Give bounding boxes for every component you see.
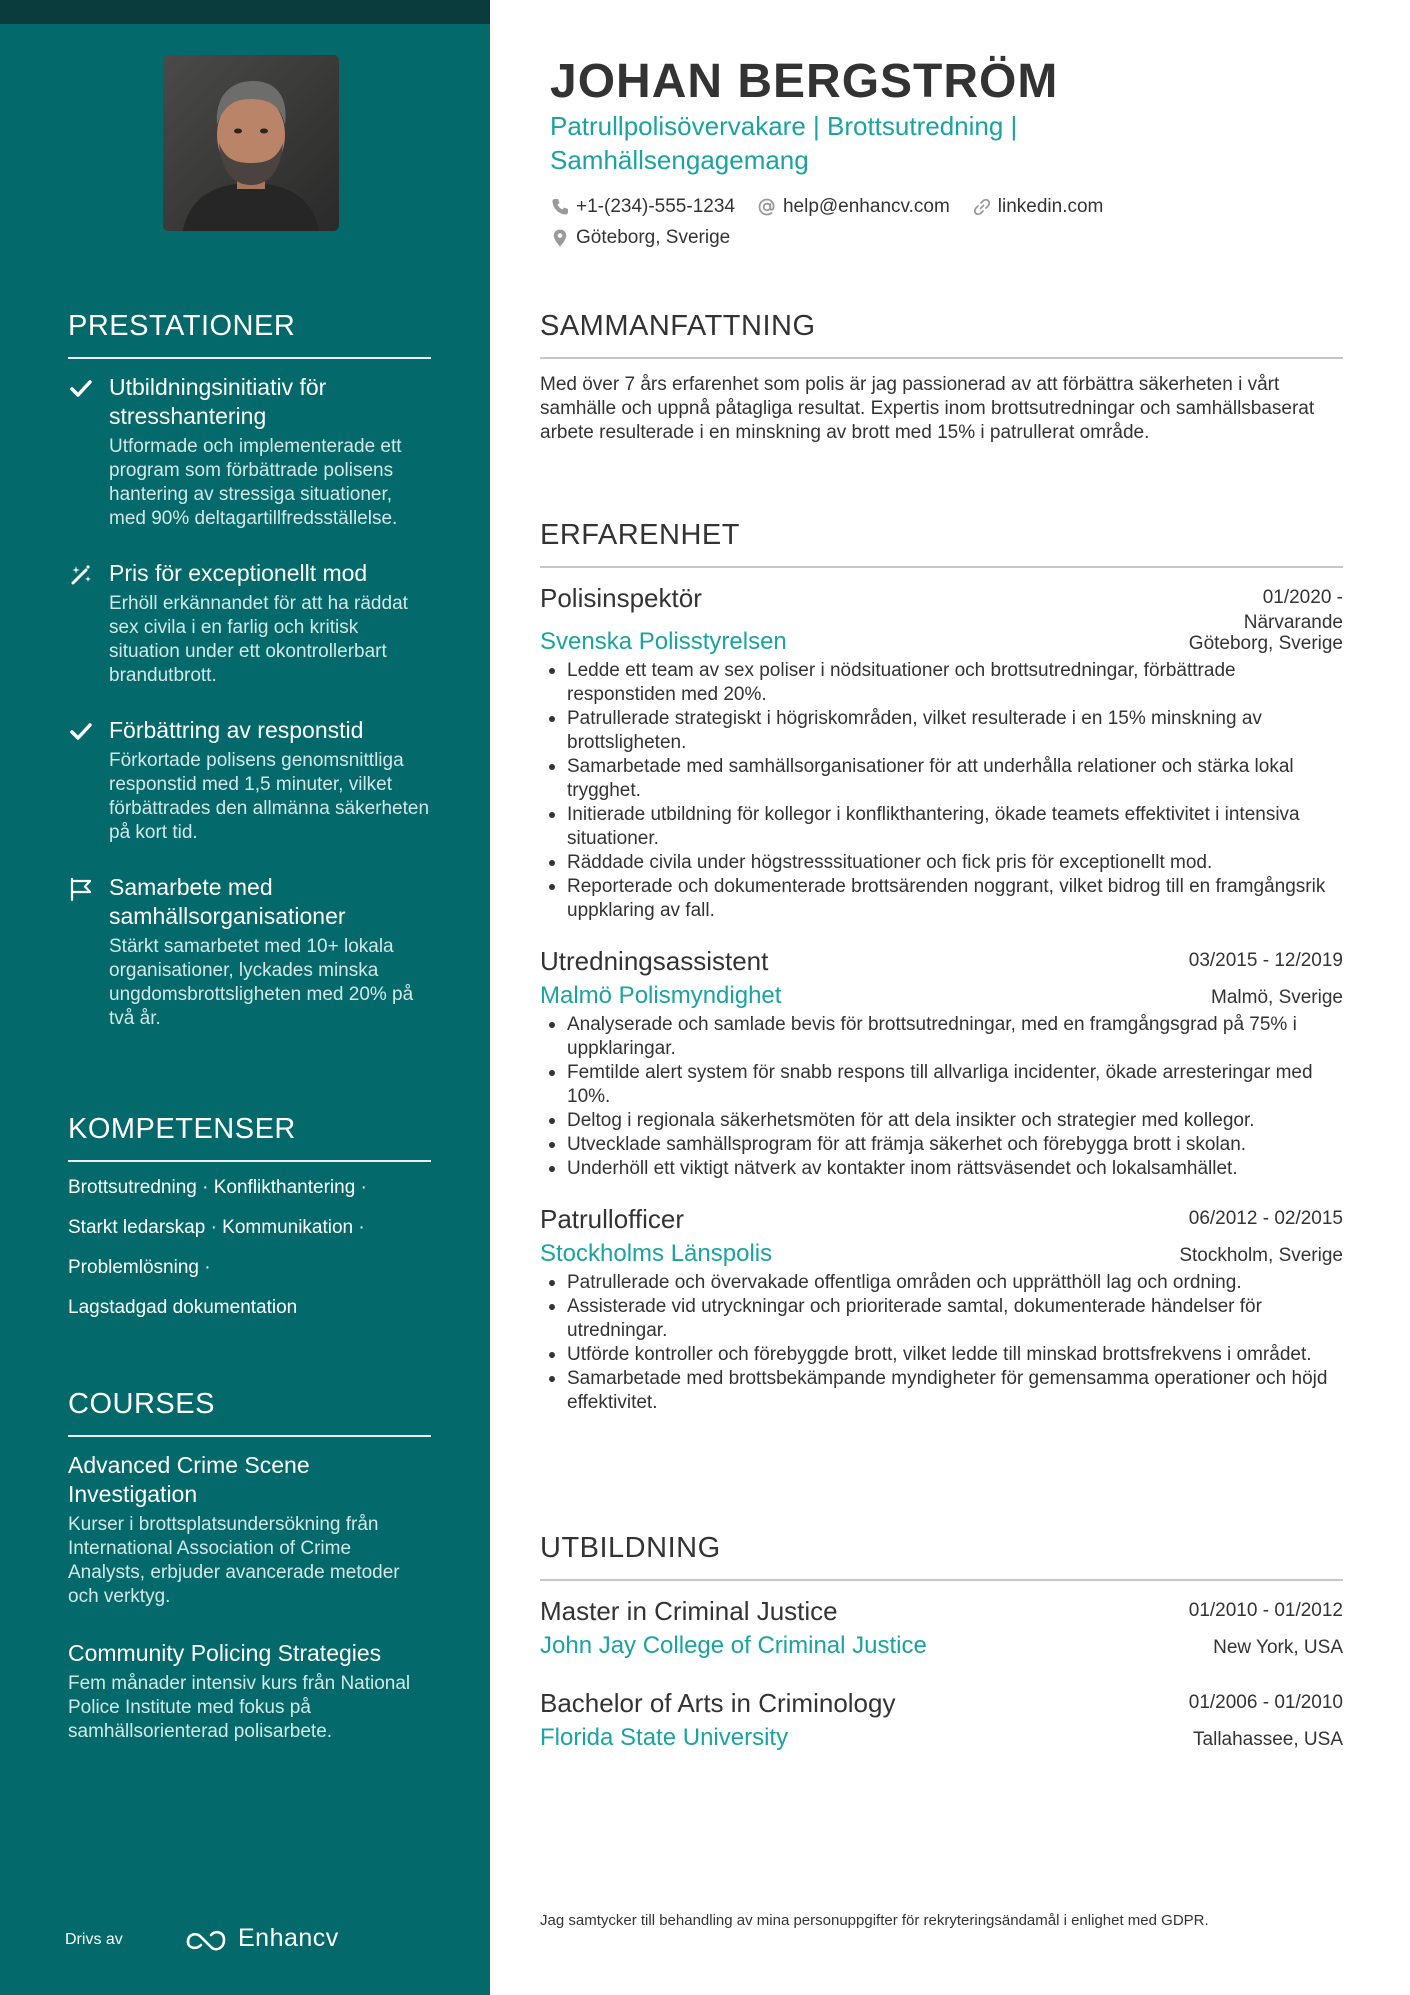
job-bullet: Samarbetade med brottsbekämpande myndigheter för gemensamma operationer och höjd effektivitet. [540,1367,1343,1415]
skill-row: Lagstadgad dokumentation [68,1297,298,1318]
achievement-description: Förkortade polisens genomsnittliga responstid med 1,5 minuter, vilket förbättrades den allmänna säkerheten på kort tid. [109,750,430,843]
job-entry [540,945,1343,1181]
education-date: 01/2010 - 01/2012 [1188,1600,1343,1621]
job-date-end: Närvarande [1243,612,1343,633]
enhancv-logo-text: Enhancv [238,1924,339,1952]
education-location: Tallahassee, USA [1193,1729,1343,1750]
job-subheader [540,627,1343,657]
main-content [540,0,1343,1995]
powered-by-label: Drivs av [65,1931,123,1948]
profile-photo-image [163,55,339,231]
enhancv-logo-icon [184,1926,228,1952]
job-entry [540,582,1343,923]
magic-wand-icon [68,562,94,588]
education-title: UTBILDNING [540,1532,1343,1581]
achievements-title: PRESTATIONER [68,310,431,359]
candidate-headline: Patrullpolisövervakare | Brottsutredning | Samhällsengagemang [550,111,1018,175]
sidebar-top-bar [0,0,490,24]
job-bullet: Utförde kontroller och förebyggde brott, vilket ledde till minskad brottsfrekvens i området. [540,1343,1343,1367]
job-location: Malmö, Sverige [1211,987,1343,1008]
candidate-name: JOHAN BERGSTRÖM [550,55,1059,108]
job-bullets [540,1013,1343,1181]
job-company: Malmö Polismyndighet [540,982,782,1009]
job-title: Polisinspektör [540,583,702,613]
job-header [540,1203,1343,1235]
job-subheader [540,981,1343,1011]
experience-title: ERFARENHET [540,519,1343,568]
job-header [540,945,1343,977]
course-item [68,1451,431,1609]
experience-section [540,519,1343,1415]
contact-location [550,227,730,249]
gdpr-consent: Jag samtycker till behandling av mina personuppgifter för rekryteringsändamål i enlighet med GDPR. [540,1912,1209,1929]
job-bullet: Initierade utbildning för kollegor i konflikthantering, ökade teamets effektivitet i intensiva situationer. [540,803,1343,851]
contact-row [550,193,1250,221]
skills-title: KOMPETENSER [68,1113,431,1162]
skills-section [68,1113,431,1336]
job-location: Göteborg, Sverige [1188,633,1343,654]
achievement-title: Förbättring av responstid [109,717,364,743]
skills-list [68,1176,431,1320]
job-bullet: Samarbetade med samhällsorganisationer för att underhålla relationer och stärka lokal trygghet. [540,755,1343,803]
job-date: 03/2015 - 12/2019 [1188,950,1343,971]
achievement-description: Stärkt samarbetet med 10+ lokala organisationer, lyckades minska ungdomsbrottsligheten med 20% på två år. [109,936,414,1029]
job-bullet: Ledde ett team av sex poliser i nödsituationer och brottsutredningar, förbättrade responstiden med 20%. [540,659,1343,707]
achievement-item [68,559,431,688]
job-entry [540,1203,1343,1415]
education-header [540,1595,1343,1627]
job-location: Stockholm, Sverige [1179,1245,1343,1266]
course-item [68,1639,431,1744]
sidebar [0,0,490,1995]
contact-phone[interactable] [550,196,735,218]
job-title: Utredningsassistent [540,946,769,976]
job-bullet: Femtilde alert system för snabb respons till allvarliga incidenter, ökade arresteringar med 10%. [540,1061,1343,1109]
linkedin-text: linkedin.com [997,196,1104,217]
education-location: New York, USA [1213,1637,1343,1658]
education-entry [540,1687,1343,1753]
enhancv-logo[interactable] [184,1924,339,1953]
phone-text: +1-(234)-555-1234 [576,196,735,217]
job-bullet: Underhöll ett viktigt nätverk av kontakter inom rättsväsendet och lokalsamhället. [540,1157,1343,1181]
job-bullet: Assisterade vid utryckningar och prioriterade samtal, dokumenterade händelser för utredningar. [540,1295,1343,1343]
check-icon [68,719,94,745]
job-date: 06/2012 - 02/2015 [1188,1208,1343,1229]
job-subheader [540,1239,1343,1269]
location-pin-icon [550,228,570,248]
achievement-title: Utbildningsinitiativ för stresshantering [109,374,327,429]
job-bullets [540,1271,1343,1415]
education-degree: Bachelor of Arts in Criminology [540,1688,896,1718]
phone-icon [550,197,570,217]
job-bullet: Patrullerade och övervakade offentliga områden och upprätthöll lag och ordning. [540,1271,1343,1295]
course-title: Advanced Crime Scene Investigation [68,1452,310,1507]
courses-title: COURSES [68,1388,431,1437]
education-school: John Jay College of Criminal Justice [540,1632,927,1659]
job-bullet: Analyserade och samlade bevis för brottsutredningar, med en framgångsgrad på 75% i uppklaringar. [540,1013,1343,1061]
job-bullet: Räddade civila under högstresssituationer och fick pris för exceptionellt mod. [540,851,1343,875]
skill-row: Starkt ledarskap · Kommunikation · [68,1217,365,1238]
job-title: Patrullofficer [540,1204,685,1234]
courses-section [68,1388,431,1774]
location-text: Göteborg, Sverige [576,227,731,248]
contact-email[interactable] [757,196,950,218]
profile-photo [163,55,339,231]
education-header [540,1687,1343,1719]
education-entry [540,1595,1343,1661]
achievements-section [68,310,431,1059]
education-school: Florida State University [540,1724,789,1751]
achievement-item [68,873,431,1031]
education-subheader [540,1631,1343,1661]
job-bullet: Deltog i regionala säkerhetsmöten för att dela insikter och strategier med kollegor. [540,1109,1343,1133]
job-bullet: Reporterade och dokumenterade brottsärenden noggrant, vilket bidrog till en framgångsrik uppklaring av fall. [540,875,1343,923]
job-company: Stockholms Länspolis [540,1240,773,1267]
achievement-title: Pris för exceptionellt mod [109,560,368,586]
email-text: help@enhancv.com [782,196,950,217]
education-section [540,1532,1343,1753]
skill-row: Problemlösning · [68,1257,211,1278]
education-date: 01/2006 - 01/2010 [1188,1692,1343,1713]
job-bullet: Utvecklade samhällsprogram för att främja säkerhet och förebygga brott i skolan. [540,1133,1343,1157]
achievement-description: Utformade och implementerade ett program som förbättrade polisens hantering av stressiga situationer, med 90% deltagartillfredsställelse. [109,436,402,529]
achievement-title: Samarbete med samhällsorganisationer [109,874,346,929]
education-subheader [540,1723,1343,1753]
flag-icon [68,876,94,902]
education-degree: Master in Criminal Justice [540,1596,838,1626]
contact-row [550,224,1250,252]
contact-info [550,193,1250,255]
job-bullets [540,659,1343,923]
job-date-start: 01/2020 - [1262,587,1343,608]
contact-linkedin[interactable] [972,196,1104,218]
check-icon [68,376,94,402]
achievement-item [68,373,431,531]
job-company: Svenska Polisstyrelsen [540,628,787,655]
summary-text: Med över 7 års erfarenhet som polis är jag passionerad av att förbättra säkerheten i vårt samhälle och uppnå påtagliga resultat. Expertis inom brottsutredningar och samhällsbaserat arbete resulterade i en minskning av brott med 15% i patrullerat område. [540,374,1315,443]
course-title: Community Policing Strategies [68,1640,382,1666]
course-description: Kurser i brottsplatsundersökning från International Association of Crime Analysts, erbjuder avancerade metoder och verktyg. [68,1514,400,1607]
achievement-item [68,716,431,845]
link-icon [972,197,992,217]
achievement-description: Erhöll erkännandet för att ha räddat sex civila i en farlig och kritisk situation under ett okontrollerbart brandutbrott. [109,593,408,686]
course-description: Fem månader intensiv kurs från National Police Institute med fokus på samhällsorienterad polisarbete. [68,1673,411,1742]
job-bullet: Patrullerade strategiskt i högriskområden, vilket resulterade i en 15% minskning av brottsligheten. [540,707,1343,755]
summary-section [540,310,1343,445]
job-date [1244,585,1343,635]
summary-title: SAMMANFATTNING [540,310,1343,359]
skill-row: Brottsutredning · Konflikthantering · [68,1177,367,1198]
at-icon [757,197,777,217]
